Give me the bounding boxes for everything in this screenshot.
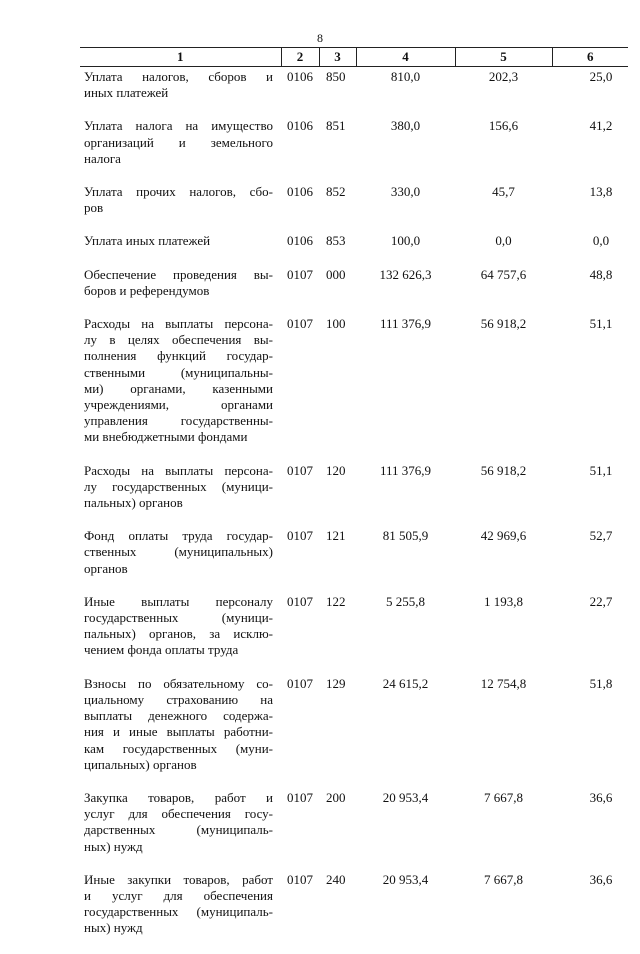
expense-name-line: иных платежей	[84, 85, 169, 101]
expense-type-cell: 122	[326, 593, 346, 609]
percent-cell: 36,6	[589, 871, 613, 887]
plan-amount-cell: 20 953,4	[382, 789, 429, 805]
column-header-5: 5	[455, 48, 552, 67]
actual-amount-cell: 64 757,6	[480, 266, 527, 282]
table-row	[80, 528, 628, 594]
section-code-cell: 0107	[287, 528, 313, 544]
expense-name-line: кам государственных (муни-	[84, 740, 273, 756]
percent-cell: 13,8	[589, 184, 613, 200]
header-row	[80, 48, 628, 67]
section-code-cell: 0107	[287, 266, 313, 282]
percent-cell: 36,6	[589, 789, 613, 805]
actual-amount-cell: 56 918,2	[480, 316, 527, 332]
expense-name-line: Обеспечение проведения вы-	[84, 266, 273, 282]
page-number: 8	[317, 31, 323, 45]
expense-name-line: ми внебюджетными фондами	[84, 429, 248, 445]
expense-name-cell	[80, 594, 281, 676]
plan-amount-cell: 810,0	[390, 69, 421, 84]
section-code-cell: 0107	[287, 316, 313, 332]
expense-name-line: Взносы по обязательному со-	[84, 675, 273, 691]
expense-name-line: услуг для обеспечения госу-	[84, 806, 273, 822]
plan-amount-cell: 380,0	[390, 118, 421, 134]
plan-amount-cell: 111 376,9	[379, 316, 432, 332]
expense-name-cell	[80, 67, 281, 119]
expense-name-line: пальных) органов	[84, 495, 183, 511]
expense-type-cell: 200	[326, 789, 346, 805]
table-row	[80, 463, 628, 529]
table-body	[80, 67, 628, 954]
expense-name-line: полнения функций государ-	[84, 348, 273, 364]
table-row	[80, 233, 628, 266]
actual-amount-cell: 42 969,6	[480, 528, 527, 544]
expense-type-cell: 100	[326, 316, 346, 332]
table-row	[80, 118, 628, 184]
expense-type-cell: 000	[326, 266, 346, 282]
expense-name-line: лу в целях обеспечения вы-	[84, 332, 273, 348]
column-header-4: 4	[356, 48, 455, 67]
actual-amount-cell: 156,6	[488, 118, 519, 134]
expense-name-line: и услуг для обеспечения	[84, 887, 273, 903]
expense-name-cell	[80, 872, 281, 954]
section-code-cell: 0106	[287, 233, 313, 249]
table-row	[80, 872, 628, 954]
plan-amount-cell: 5 255,8	[386, 593, 425, 609]
plan-amount-cell: 330,0	[390, 184, 421, 200]
expense-name-line: Расходы на выплаты персона-	[84, 462, 273, 478]
expense-name-line: ми) органами, казенными	[84, 380, 273, 396]
expense-name-line: ственными (муниципальны-	[84, 364, 273, 380]
table-row	[80, 184, 628, 233]
expense-name-line: Уплата прочих налогов, сбо-	[84, 184, 273, 200]
plan-amount-cell: 81 505,9	[382, 528, 429, 544]
table-row	[80, 594, 628, 676]
expense-name-line: лу государственных (муници-	[84, 478, 273, 494]
actual-amount-cell: 1 193,8	[484, 593, 523, 609]
expense-name-cell	[80, 676, 281, 790]
column-header-2: 2	[281, 48, 319, 67]
expense-name-line: органов	[84, 560, 128, 576]
expense-name-line: Иные выплаты персоналу	[84, 593, 273, 609]
expense-name-cell	[80, 790, 281, 872]
section-code-cell: 0106	[287, 184, 313, 200]
expense-name-line: учреждениями, органами	[84, 397, 273, 413]
percent-cell: 51,8	[589, 675, 613, 691]
actual-amount-cell: 12 754,8	[480, 675, 527, 691]
plan-amount-cell: 24 615,2	[382, 675, 429, 691]
expense-type-cell: 850	[326, 69, 346, 84]
expense-name-line: дарственных (муниципаль-	[84, 822, 273, 838]
expense-type-cell: 851	[326, 118, 346, 134]
expense-type-cell: 121	[326, 528, 346, 544]
expense-name-cell	[80, 184, 281, 233]
expense-type-cell: 853	[326, 233, 346, 249]
percent-cell: 48,8	[589, 266, 613, 282]
expense-name-cell	[80, 316, 281, 463]
expense-name-line: пальных) органов, за исклю-	[84, 626, 273, 642]
column-header-3: 3	[319, 48, 356, 67]
percent-cell: 51,1	[589, 316, 613, 332]
expense-name-line: циальному страхованию на	[84, 691, 273, 707]
table-row	[80, 316, 628, 463]
actual-amount-cell: 45,7	[492, 184, 515, 200]
expense-name-line: ных) нужд	[84, 838, 143, 854]
section-code-cell: 0106	[287, 69, 313, 84]
expense-name-cell	[80, 528, 281, 594]
expense-name-line: ров	[84, 200, 104, 216]
expense-name-line: Иные закупки товаров, работ	[84, 871, 273, 887]
section-code-cell: 0107	[287, 871, 313, 887]
percent-cell: 0,0	[592, 233, 610, 249]
plan-amount-cell: 111 376,9	[379, 462, 432, 478]
expense-type-cell: 129	[326, 675, 346, 691]
expense-type-cell: 240	[326, 871, 346, 887]
section-code-cell: 0107	[287, 789, 313, 805]
column-header-1: 1	[80, 48, 281, 67]
actual-amount-cell: 202,3	[488, 69, 519, 84]
expense-name-line: Фонд оплаты труда государ-	[84, 528, 273, 544]
expense-name-line: Уплата налога на имущество	[84, 118, 273, 134]
expense-name-cell	[80, 463, 281, 529]
actual-amount-cell: 0,0	[495, 233, 512, 249]
expense-name-line: чением фонда оплаты труда	[84, 642, 239, 658]
expense-type-cell: 852	[326, 184, 346, 200]
plan-amount-cell: 20 953,4	[382, 871, 429, 887]
expense-name-line: Закупка товаров, работ и	[84, 789, 273, 805]
section-code-cell: 0107	[287, 593, 313, 609]
expense-name-line: ных) нужд	[84, 920, 143, 936]
expense-type-cell: 120	[326, 462, 346, 478]
percent-cell: 41,2	[589, 118, 613, 134]
section-code-cell: 0107	[287, 675, 313, 691]
expense-name-line: Уплата иных платежей	[84, 233, 211, 249]
expense-name-cell	[80, 233, 281, 266]
percent-cell: 52,7	[589, 528, 613, 544]
actual-amount-cell: 56 918,2	[480, 462, 527, 478]
column-header-6: 6	[552, 48, 628, 67]
expense-name-line: государственных (муници-	[84, 610, 273, 626]
plan-amount-cell: 132 626,3	[379, 266, 432, 282]
plan-amount-cell: 100,0	[390, 233, 421, 249]
table-row	[80, 67, 628, 119]
expense-name-line: ственных (муниципальных)	[84, 544, 273, 560]
expense-name-line: ния и иные выплаты работни-	[84, 724, 273, 740]
percent-cell: 51,1	[589, 462, 613, 478]
table-row	[80, 790, 628, 872]
expense-name-line: налога	[84, 150, 121, 166]
expense-name-line: выплаты денежного содержа-	[84, 708, 273, 724]
percent-cell: 25,0	[589, 69, 613, 84]
expense-name-cell	[80, 267, 281, 316]
expense-name-cell	[80, 118, 281, 184]
budget-table	[80, 47, 628, 954]
table-row	[80, 267, 628, 316]
actual-amount-cell: 7 667,8	[484, 789, 523, 805]
section-code-cell: 0107	[287, 462, 313, 478]
expense-name-line: боров и референдумов	[84, 282, 210, 298]
expense-name-line: управления государственны-	[84, 413, 273, 429]
expense-name-line: Уплата налогов, сборов и	[84, 69, 273, 84]
expense-name-line: Расходы на выплаты персона-	[84, 316, 273, 332]
expense-name-line: государственных (муниципаль-	[84, 904, 273, 920]
expense-name-line: организаций и земельного	[84, 134, 273, 150]
percent-cell: 22,7	[589, 593, 613, 609]
actual-amount-cell: 7 667,8	[484, 871, 523, 887]
section-code-cell: 0106	[287, 118, 313, 134]
table-row	[80, 676, 628, 790]
expense-name-line: ципальных) органов	[84, 756, 197, 772]
